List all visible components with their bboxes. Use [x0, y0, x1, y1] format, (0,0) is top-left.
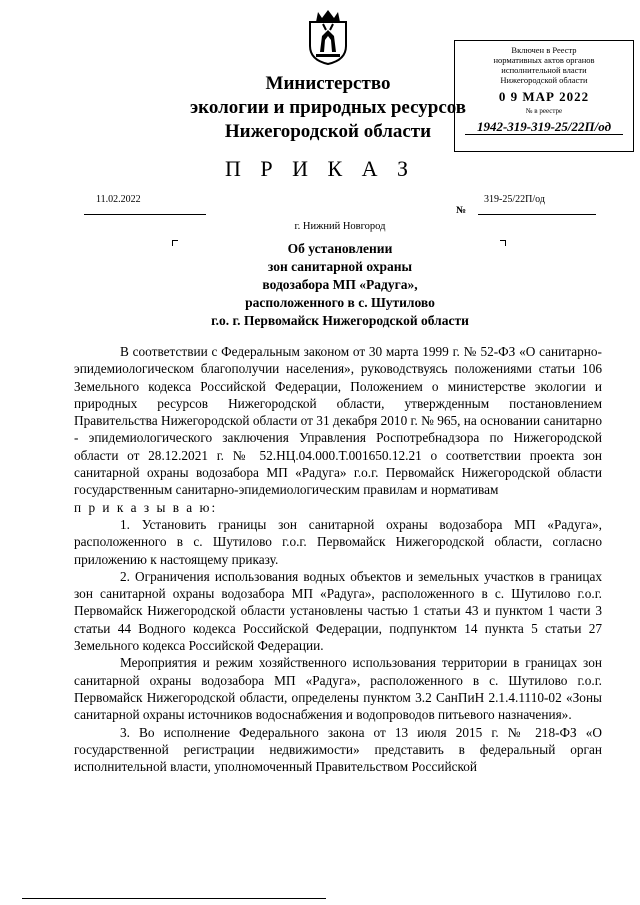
ministry-line-3: Нижегородской области	[224, 121, 432, 142]
subject-corner-left	[172, 240, 178, 246]
stamp-reg-number: 1942-319-319-25/22П/од	[465, 119, 623, 135]
subject-line-2: зон санитарной охраны	[267, 259, 413, 274]
document-number: 319-25/22П/од	[484, 194, 545, 205]
registry-stamp	[454, 40, 634, 152]
subject-line-1: Об установлении	[287, 241, 393, 256]
document-title: П Р И К А З	[224, 156, 416, 181]
stamp-line-2: нормативных актов органов	[493, 55, 595, 65]
body-item-2: 2. Ограничения использования водных объектов и земельных участков в границах зон санитарной охраны водозабора МП «Радуга», расположенного в с. Шутилово г.о.г. Первомайск Нижегородской области установлены частью 1 статьи 43 и пунктом 1 части 3 статьи 44 Водного кодекса Российской Федерации, подпунктом 14 пункта 5 статьи 27 Земельного кодекса Российской Федерации.	[74, 568, 602, 654]
stamp-line-4: Нижегородской области	[500, 75, 588, 85]
body-item-3: 3. Во исполнение Федерального закона от 13 июля 2015 г. № 218-ФЗ «О государственной регистрации недвижимости» представить в федеральный орган исполнительной власти, уполномоченный Правительством Российской	[74, 724, 602, 775]
stamp-reg-label: № в реестре	[525, 107, 563, 115]
document-date: 11.02.2022	[96, 194, 141, 205]
body-intro-paragraph: В соответствии с Федеральным законом от 30 марта 1999 г. № 52-ФЗ «О санитарно-эпидемиологическом благополучии населения», руководствуясь положениями статьи 106 Земельного кодекса Российской Федерации, Положением о министерстве экологии и природных ресурсов Нижегородской области, утвержденным постановлением Правительства Нижегородской области от 31 декабря 2010 г. № 965, на основании санитарно - эпидемиологического заключения Управления Роспотребнадзора по Нижегородской области от 28.12.2021 г. № 52.НЦ.04.000.Т.001650.12.21 о соответствии проекта зон санитарной охраны водозабора МП «Радуга» г.о.г. Первомайск Нижегородской области государственным санитарно-эпидемиологическим правилам и нормативам	[74, 344, 602, 498]
stamp-line-1: Включен в Реестр	[511, 45, 577, 55]
subject-line-4: расположенного в с. Шутилово	[245, 295, 435, 310]
number-underline	[478, 214, 596, 215]
ministry-header	[180, 72, 476, 144]
body-item-2-continued: Мероприятия и режим хозяйственного использования территории в границах зон санитарной охраны водозабора МП «Радуга», расположенного в с. Шутилово г.о.г. Первомайск Нижегородской области, определены пунктом 3.2 СанПиН 2.1.4.1110-02 «Зоны санитарной охраны источников водоснабжения и водопроводов питьевого назначения».	[74, 655, 602, 723]
body-prikazyvayu: п р и к а з ы в а ю:	[74, 499, 218, 515]
ministry-line-2: экологии и природных ресурсов	[189, 97, 467, 118]
subject-corner-right	[500, 240, 506, 246]
body-item-1: 1. Установить границы зон санитарной охраны водозабора МП «Радуга», расположенного в с. Шутилово г.о.г. Первомайск Нижегородской области, согласно приложению к настоящему приказу.	[74, 516, 602, 567]
ministry-line-1: Министерство	[265, 73, 391, 94]
date-underline	[84, 214, 206, 215]
subject-line-3: водозабора МП «Радуга»,	[262, 277, 418, 292]
document-body	[74, 343, 602, 775]
document-subject	[180, 240, 500, 330]
number-sign: №	[456, 205, 467, 216]
footnote-separator	[22, 898, 326, 899]
stamp-line-3: исполнительной власти	[501, 65, 587, 75]
coat-of-arms-emblem	[306, 6, 350, 66]
city-name: г. Нижний Новгород	[294, 221, 386, 232]
stamp-date: 0 9 МАР 2022	[498, 89, 590, 104]
subject-line-5: г.о. г. Первомайск Нижегородской области	[211, 313, 469, 328]
